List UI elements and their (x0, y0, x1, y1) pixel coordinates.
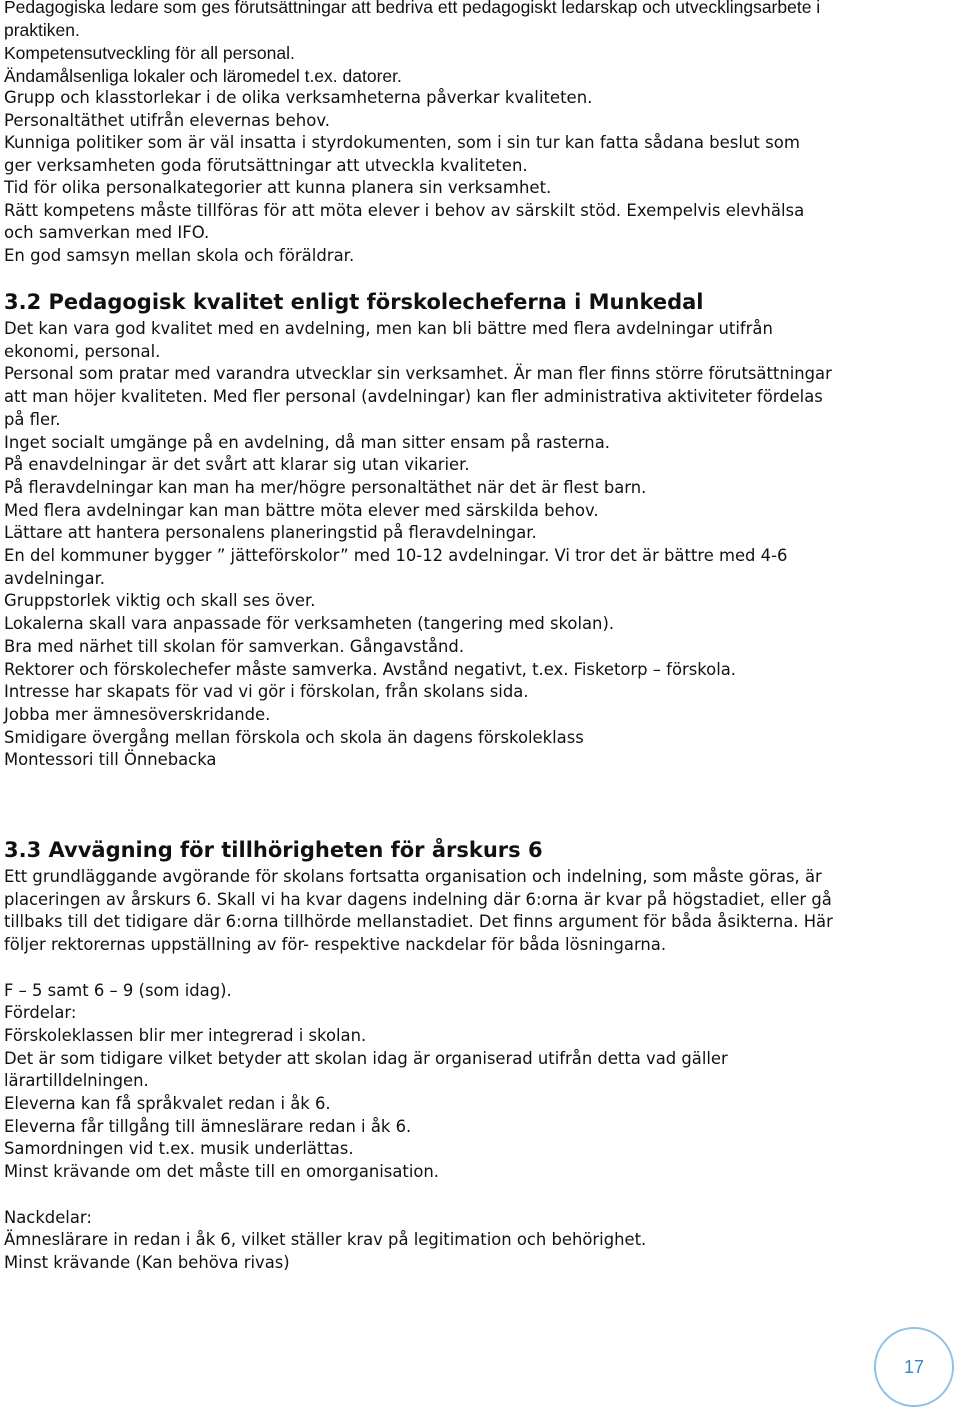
paragraph: Rätt kompetens måste tillföras för att möta elever i behov av särskilt stöd. Exempelvis elevhälsa och samverkan med IFO. (4, 200, 805, 242)
paragraph: På fleravdelningar kan man ha mer/högre personaltäthet när det är flest barn. (4, 477, 647, 497)
paragraph: Lokalerna skall vara anpassade för verksamheten (tangering med skolan). (4, 614, 615, 634)
paragraph: Rektorer och förskolechefer måste samverka. Avstånd negativt, t.ex. Fisketorp – förskola. (4, 659, 736, 679)
paragraph: Ett grundläggande avgörande för skolans fortsatta organisation och indelning, som måste göras, är placeringen av årskurs 6. Skall vi ha kvar dagens indelning där 6:orna är kvar på högstadiet, eller gå tillbaks till det tidigare där 6:orna tillhörde mellanstadiet. Det finns argument för båda åsikterna. Här följer rektorernas uppställning av för- respektive nackdelar för båda lösningarna. (4, 867, 833, 955)
pros-label: Fördelar: (4, 1003, 77, 1023)
paragraph: En del kommuner bygger ” jätteförskolor” med 10-12 avdelningar. Vi tror det är bättre med 4-6 avdelningar. (4, 546, 788, 588)
list-item: Eleverna får tillgång till ämneslärare redan i åk 6. (4, 1116, 412, 1136)
paragraph: Inget socialt umgänge på en avdelning, då man sitter ensam på rasterna. (4, 432, 610, 452)
list-block (4, 87, 824, 267)
list-item: Ämneslärare in redan i åk 6, vilket ställer krav på legitimation och behörighet. (4, 1230, 647, 1250)
paragraph: På enavdelningar är det svårt att klarar sig utan vikarier. (4, 455, 470, 475)
paragraph: Personaltäthet utifrån elevernas behov. (4, 110, 331, 130)
paragraph: Smidigare övergång mellan förskola och skola än dagens förskoleklass (4, 727, 584, 747)
section-heading: 3.3 Avvägning för tillhörigheten för årskurs 6 (4, 838, 543, 862)
paragraph: Det kan vara god kvalitet med en avdelning, men kan bli bättre med flera avdelningar utifrån ekonomi, personal. (4, 319, 773, 361)
paragraph: F – 5 samt 6 – 9 (som idag). (4, 980, 232, 1000)
section-heading: 3.2 Pedagogisk kvalitet enligt förskolecheferna i Munkedal (4, 290, 704, 314)
spacer (4, 957, 856, 980)
paragraph: Tid för olika personalkategorier att kunna planera sin verksamhet. (4, 178, 552, 197)
section-body (4, 866, 856, 1275)
list-item: Minst krävande (Kan behöva rivas) (4, 1252, 290, 1272)
list-item: Minst krävande om det måste till en omorganisation. (4, 1162, 439, 1182)
paragraph: Kompetensutveckling för all personal. (4, 43, 295, 63)
paragraph: Montessori till Önnebacka (4, 750, 217, 770)
paragraph: Jobba mer ämnesöverskridande. (4, 704, 271, 724)
paragraph: Kunniga politiker som är väl insatta i styrdokumenten, som i sin tur kan fatta sådana beslut som ger verksamheten goda förutsättningar att utveckla kvaliteten. (4, 133, 800, 175)
intro-block (4, 0, 824, 88)
spacer (4, 1184, 856, 1207)
paragraph: Grupp och klasstorlekar i de olika verksamheterna påverkar kvaliteten. (4, 88, 593, 107)
paragraph: Personal som pratar med varandra utvecklar sin verksamhet. Är man fler finns större förutsättningar att man höjer kvaliteten. Med fler personal (avdelningar) kan fler administrativa aktiviteter fördelas på fler. (4, 364, 832, 429)
paragraph: Lättare att hantera personalens planeringstid på fleravdelningar. (4, 523, 537, 543)
paragraph: Ändamålsenliga lokaler och läromedel t.ex. datorer. (4, 66, 402, 86)
paragraph: En god samsyn mellan skola och föräldrar. (4, 245, 355, 265)
paragraph: Intresse har skapats för vad vi gör i förskolan, från skolans sida. (4, 682, 529, 702)
list-item: Samordningen vid t.ex. musik underlättas. (4, 1139, 354, 1159)
paragraph: Gruppstorlek viktig och skall ses över. (4, 591, 316, 611)
cons-label: Nackdelar: (4, 1207, 92, 1227)
paragraph: Bra med närhet till skolan för samverkan. Gångavstånd. (4, 636, 465, 656)
page-number-badge (874, 1327, 954, 1407)
list-item: Det är som tidigare vilket betyder att skolan idag är organiserad utifrån detta vad gäller lärartilldelningen. (4, 1048, 728, 1091)
paragraph: Pedagogiska ledare som ges förutsättningar att bedriva ett pedagogiskt ledarskap och utvecklingsarbete i praktiken. (4, 0, 821, 40)
paragraph: Med flera avdelningar kan man bättre möta elever med särskilda behov. (4, 500, 599, 520)
list-item: Förskoleklassen blir mer integrerad i skolan. (4, 1025, 367, 1045)
page-number: 17 (903, 1356, 925, 1377)
list-item: Eleverna kan få språkvalet redan i åk 6. (4, 1094, 331, 1114)
section-body (4, 318, 842, 772)
